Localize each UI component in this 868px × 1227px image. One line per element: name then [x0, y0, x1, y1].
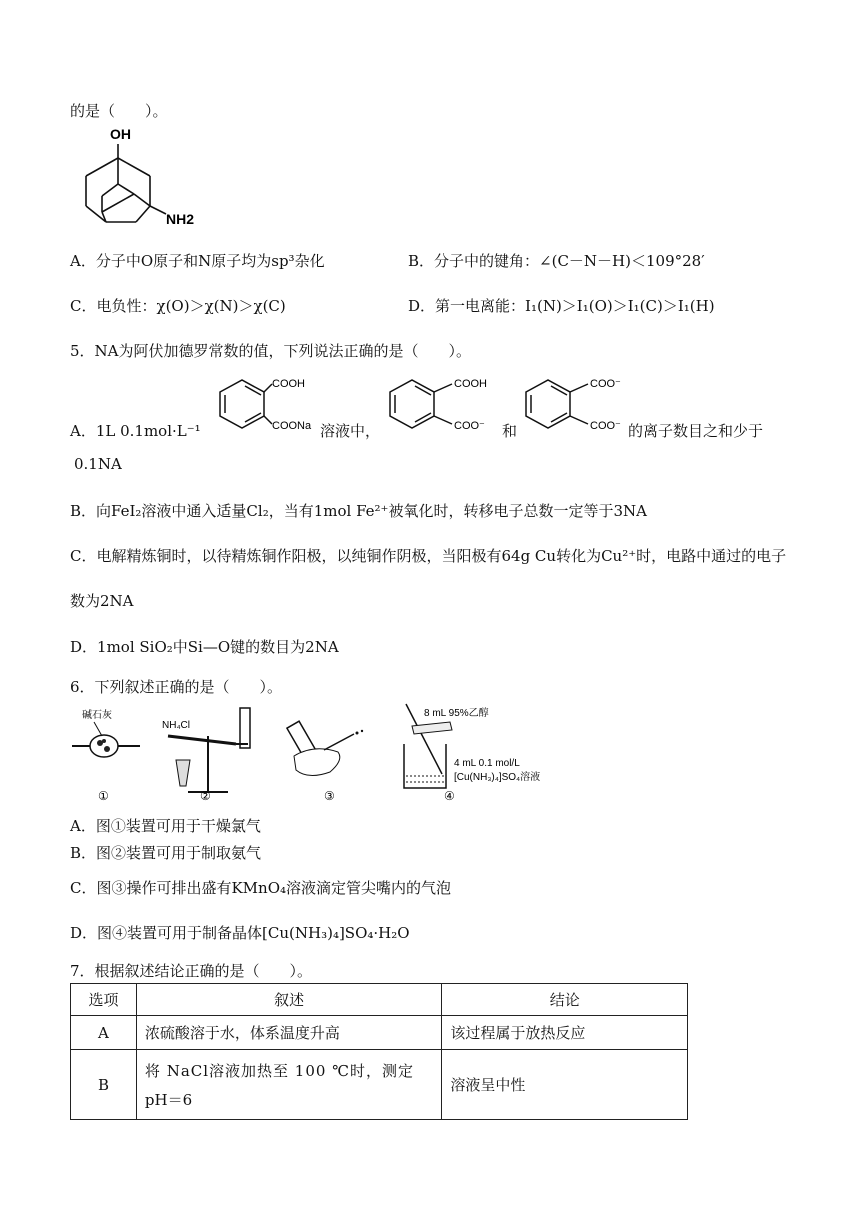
fig4-label-a: 8 mL 95%乙醇 — [424, 708, 489, 719]
fig2-label: NH₄Cl — [162, 720, 190, 731]
q6-option-b: B．图②装置可用于制取氨气 — [70, 844, 262, 862]
q6-option-c: C．图③操作可排出盛有KMnO₄溶液滴定管尖嘴内的气泡 — [70, 879, 452, 897]
q4-option-a: A．分子中O原子和N原子均为sp³杂化 — [70, 252, 325, 270]
fig3-number: ③ — [324, 789, 335, 803]
q5-a-end: 0.1NA — [74, 455, 122, 473]
phthalate-dianion-structure — [518, 372, 630, 442]
q5-stem: 5．NA为阿伏加德罗常数的值，下列说法正确的是（ ）。 — [70, 342, 472, 360]
q6-figures — [68, 700, 558, 810]
row-description-cell — [136, 1050, 442, 1120]
phthalate-sodium-structure — [200, 372, 320, 442]
hydrogen-phthalate-structure — [382, 372, 502, 442]
coo-label: COO⁻ — [454, 420, 485, 432]
fig4-number: ④ — [444, 789, 455, 803]
adamantane-structure — [66, 122, 196, 234]
row-option: A — [71, 1016, 137, 1050]
fig2-number: ② — [200, 789, 211, 803]
row-option: B — [71, 1050, 137, 1120]
figure-4-beaker — [404, 704, 540, 803]
figure-3-burette-operation — [287, 721, 363, 803]
table-row — [71, 1050, 688, 1120]
table-row — [71, 1016, 688, 1050]
q7-stem: 7．根据叙述结论正确的是（ ）。 — [70, 962, 313, 980]
q5-option-c-line1: C．电解精炼铜时，以待精炼铜作阳极，以纯铜作阴极，当阳极有64g Cu转化为Cu²⁺时，电路中通过的电子 — [70, 547, 787, 565]
row-conclusion: 溶液呈中性 — [442, 1050, 688, 1120]
row-description-ph: pH＝6 — [144, 1090, 193, 1109]
q4-stem-tail: 的是（ ）。 — [70, 102, 168, 120]
q5-option-c-line2: 数为2NA — [70, 592, 134, 610]
row-conclusion: 该过程属于放热反应 — [442, 1016, 688, 1050]
header-conclusion: 结论 — [442, 984, 688, 1016]
q5-option-b: B．向FeI₂溶液中通入适量Cl₂，当有1mol Fe²⁺被氧化时，转移电子总数一定等于3NA — [70, 502, 647, 520]
coo-label-2: COO⁻ — [590, 378, 621, 390]
header-option: 选项 — [71, 984, 137, 1016]
q6-option-a: A．图①装置可用于干燥氯气 — [70, 817, 261, 835]
coo-label-3: COO⁻ — [590, 420, 621, 432]
header-description: 叙述 — [136, 984, 442, 1016]
q5-a-mid2: 和 — [502, 422, 518, 440]
row-description: 将 NaCl溶液加热至 100 ℃时，测定 — [144, 1061, 414, 1080]
coona-label: COONa — [272, 420, 312, 432]
figure-2-heating-apparatus — [162, 708, 250, 803]
q5-a-prefix: A．1L 0.1mol·L⁻¹ — [70, 422, 201, 440]
q4-option-c: C．电负性：χ(O)＞χ(N)＞χ(C) — [70, 297, 286, 315]
q6-stem: 6．下列叙述正确的是（ ）。 — [70, 678, 283, 696]
fig4-label-b: 4 mL 0.1 mol/L — [454, 758, 520, 769]
fig4-label-c: [Cu(NH₃)₄]SO₄溶液 — [454, 772, 541, 783]
q4-option-b: B．分子中的键角：∠(C－N－H)＜109°28′ — [408, 252, 705, 270]
fig1-number: ① — [98, 789, 109, 803]
oh-label: OH — [110, 126, 131, 142]
cooh-label-2: COOH — [454, 378, 487, 390]
row-description: 浓硫酸溶于水，体系温度升高 — [136, 1016, 442, 1050]
nh2-label: NH2 — [166, 211, 195, 227]
cooh-label: COOH — [272, 378, 305, 390]
q5-option-d: D．1mol SiO₂中Si—O键的数目为2NA — [70, 638, 339, 656]
q4-option-d: D．第一电离能：I₁(N)＞I₁(O)＞I₁(C)＞I₁(H) — [408, 297, 715, 315]
q5-a-mid1: 溶液中， — [320, 422, 381, 440]
figure-1-drying-tube — [72, 708, 140, 803]
fig1-label: 碱石灰 — [82, 710, 112, 721]
q7-table — [70, 983, 688, 1120]
table-header-row — [71, 984, 688, 1016]
q6-option-d: D．图④装置可用于制备晶体[Cu(NH₃)₄]SO₄·H₂O — [70, 924, 410, 942]
q5-a-post: 的离子数目之和少于 — [628, 422, 764, 440]
